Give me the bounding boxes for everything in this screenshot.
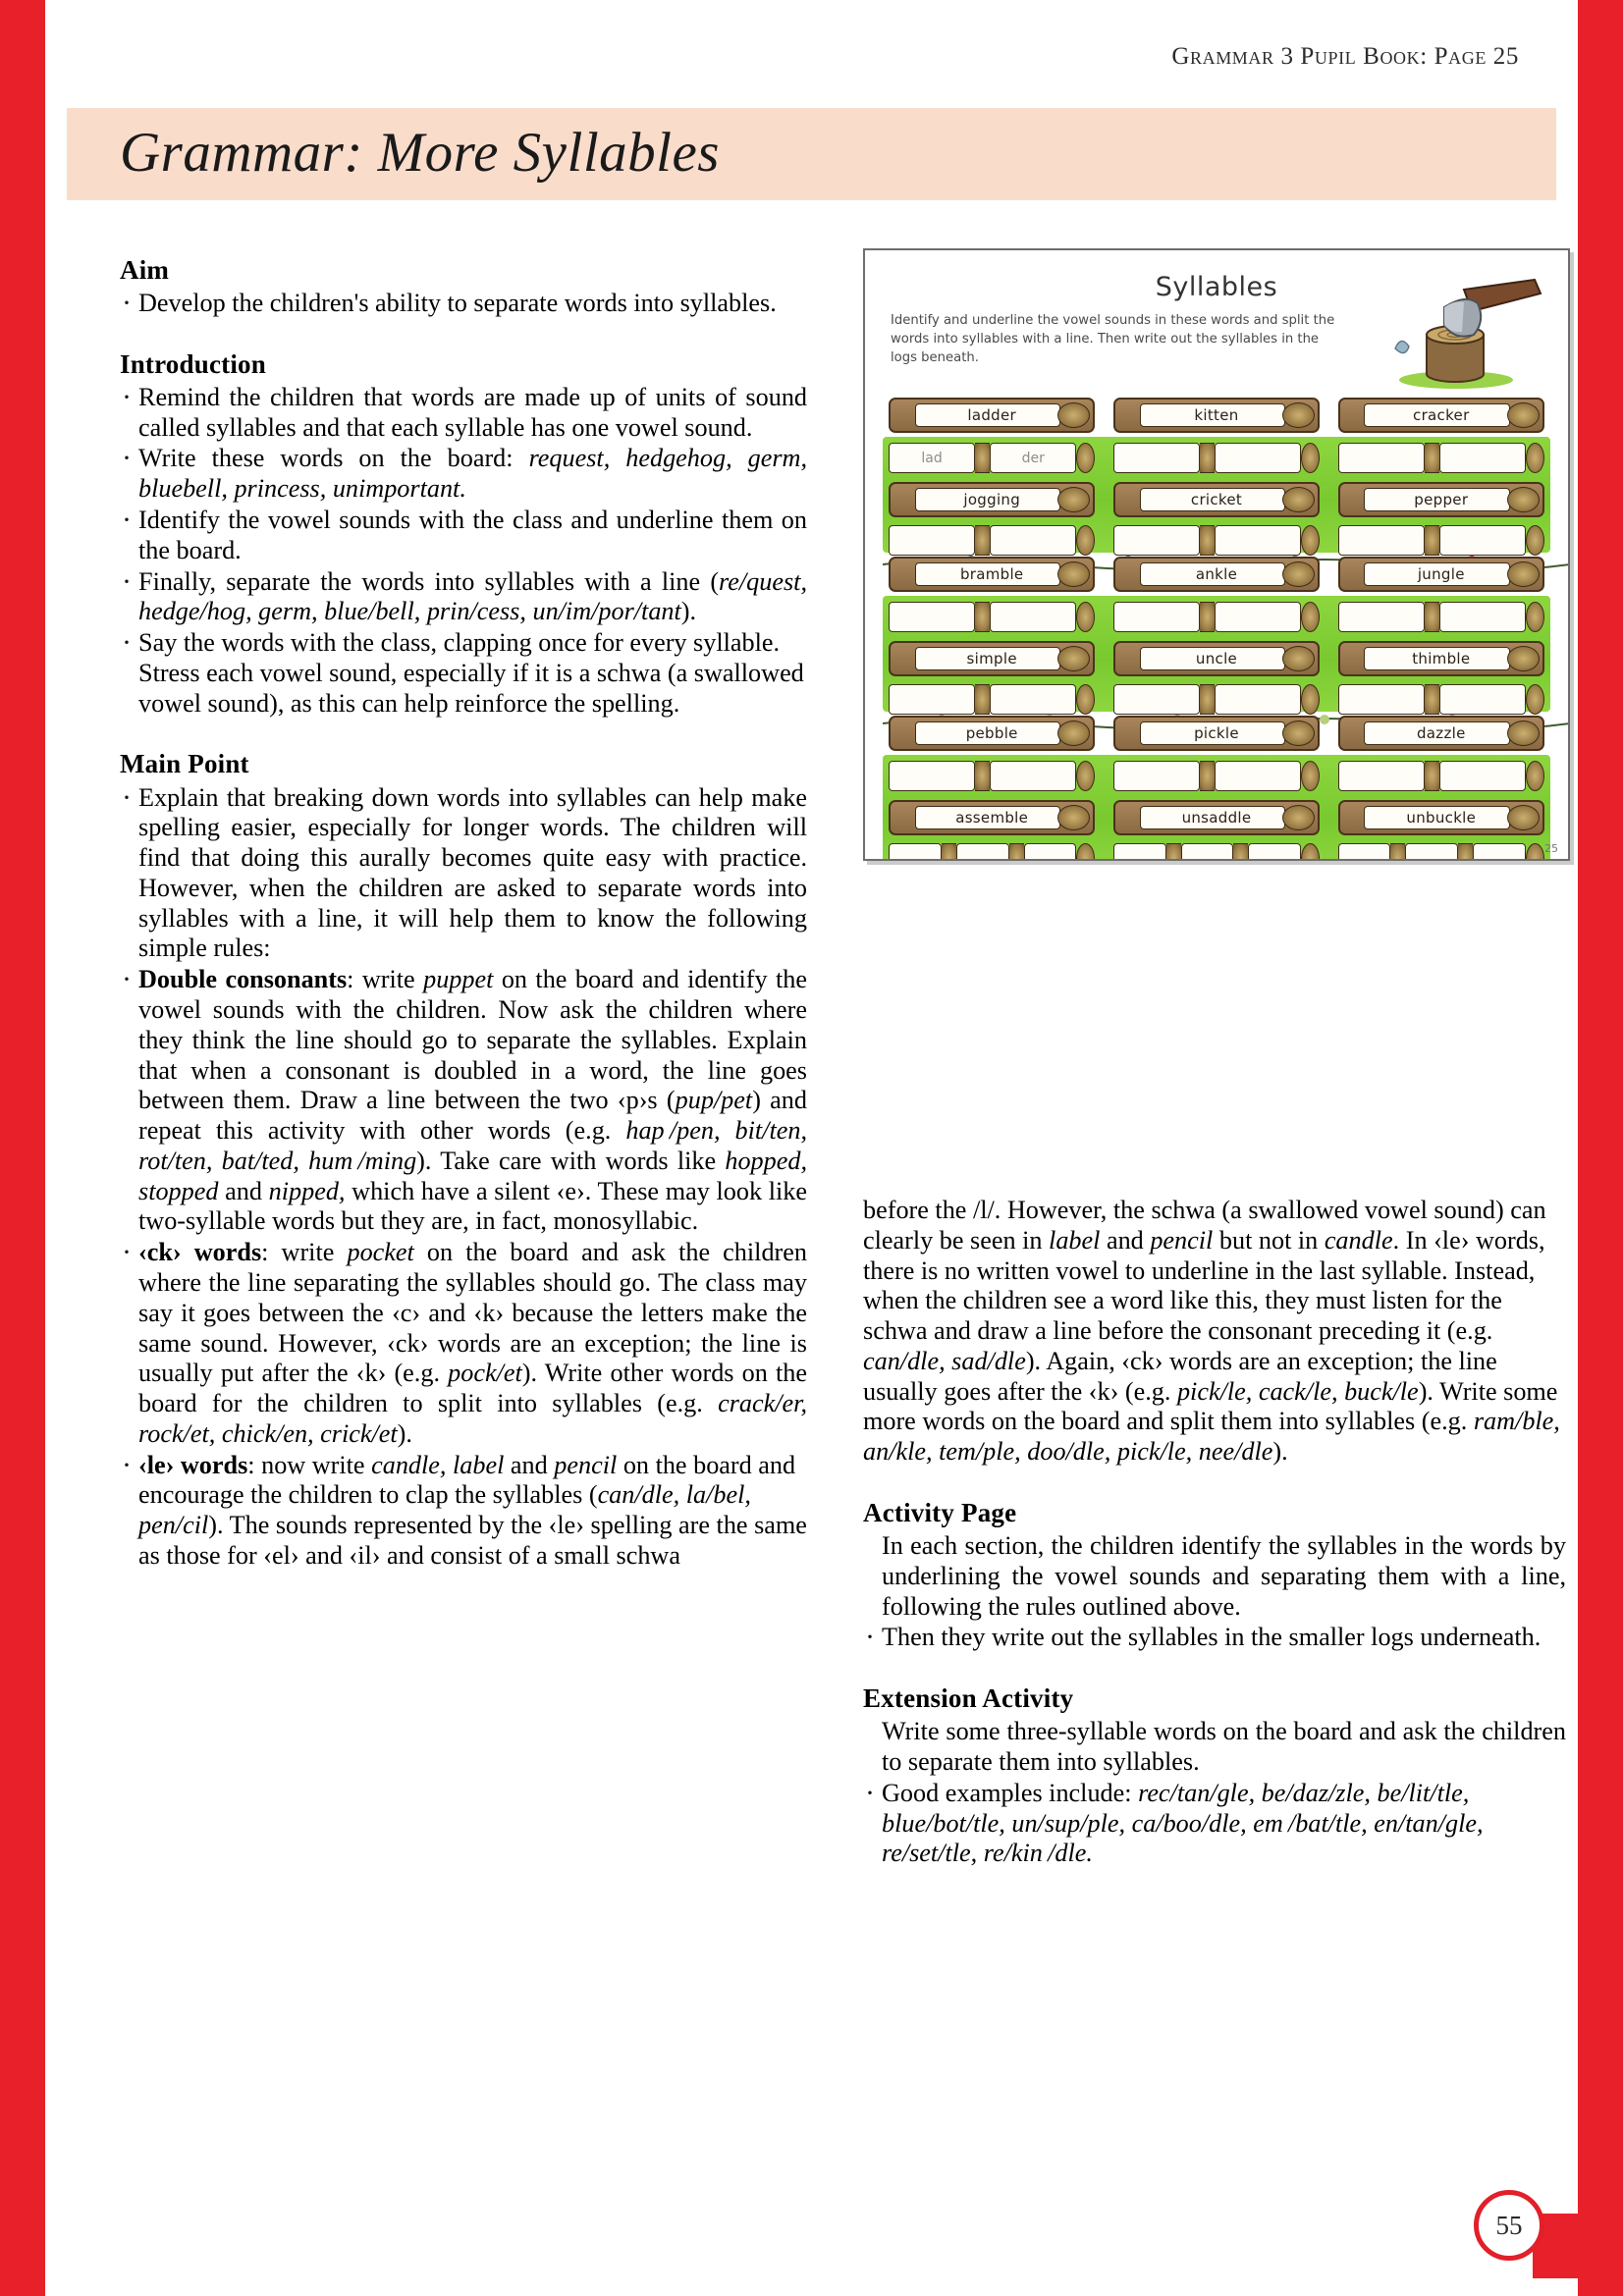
word-log-row xyxy=(875,398,1558,433)
word-log xyxy=(1338,557,1544,592)
answer-segment[interactable] xyxy=(889,684,975,715)
extension-activity-bullet-list xyxy=(863,1717,1566,1869)
answer-log-row-triple xyxy=(875,843,1558,861)
word-log-row xyxy=(875,557,1558,592)
log-cell xyxy=(1338,398,1544,433)
page-title: Grammar: More Syllables xyxy=(120,122,720,185)
log-word: ankle xyxy=(1195,565,1238,583)
answer-log[interactable] xyxy=(1113,843,1320,861)
word-log xyxy=(889,641,1095,676)
word-log xyxy=(1113,800,1320,835)
word-log xyxy=(889,800,1095,835)
word-log-row xyxy=(875,800,1558,835)
answer-segment[interactable] xyxy=(956,843,1009,861)
answer-log[interactable] xyxy=(889,684,1095,715)
log-word: simple xyxy=(966,650,1017,667)
answer-log[interactable] xyxy=(889,602,1095,632)
answer-log[interactable] xyxy=(1113,684,1320,715)
log-word: bramble xyxy=(959,565,1024,583)
word-log xyxy=(889,716,1095,751)
answer-segment[interactable] xyxy=(1113,761,1200,791)
answer-segment[interactable] xyxy=(1338,443,1425,473)
answer-segment[interactable] xyxy=(1439,602,1526,632)
page-number-badge: 55 xyxy=(1474,2190,1544,2261)
title-banner xyxy=(67,108,1556,200)
word-log xyxy=(1113,716,1320,751)
word-log-row xyxy=(875,641,1558,676)
log-cell xyxy=(1113,398,1320,433)
word-log-row xyxy=(875,716,1558,751)
activity-page-illustration xyxy=(863,248,1570,861)
heading-introduction: Introduction xyxy=(120,348,266,379)
heading-extension-activity: Extension Activity xyxy=(863,1683,1074,1714)
list-item: · Double consonants: write puppet on the board and identify the vowel sounds with the children. Now ask the children where they think the line should go to separate the syllables. Explain that when a consonant is doubled in a word, the line goes between them. Draw a line between the two ‹p›s (pup/pet) and repeat this activity with other words (e.g. hap /pen, bit/ten, rot/ten, bat/ted, hum /ming). Take care with words like hopped, stopped and nipped, which have a silent ‹e›. These may look like two-syllable words but they are, in fact, monosyllabic. xyxy=(120,965,807,1237)
word-log xyxy=(1338,482,1544,517)
answer-segment[interactable] xyxy=(1405,843,1458,861)
worksheet-section-1 xyxy=(875,398,1558,555)
list-item: · ‹le› words: now write candle, label and pencil on the board and encourage the children to clap the syllables (can/dle, la/bel, pen/cil). The sounds represented by the ‹le› spelling are the same as those for ‹el› and ‹il› and consist of a small schwa xyxy=(120,1451,807,1572)
answer-log[interactable] xyxy=(1338,525,1544,556)
list-item: · Then they write out the syllables in the smaller logs underneath. xyxy=(863,1623,1566,1653)
answer-log[interactable] xyxy=(889,761,1095,791)
answer-segment[interactable] xyxy=(889,843,942,861)
answer-log[interactable] xyxy=(1338,443,1544,473)
worksheet-section-2 xyxy=(875,557,1558,714)
log-word: kitten xyxy=(1194,406,1239,424)
answer-log-row xyxy=(875,525,1558,556)
log-word: jogging xyxy=(963,491,1021,508)
word-log xyxy=(1113,398,1320,433)
worksheet-page-number: 25 xyxy=(1544,842,1558,855)
answer-segment[interactable] xyxy=(1215,525,1301,556)
answer-segment[interactable] xyxy=(1473,843,1526,861)
log-word: ladder xyxy=(967,406,1016,424)
answer-segment[interactable] xyxy=(990,761,1076,791)
answer-segment[interactable] xyxy=(1113,602,1200,632)
paragraph-continuation: before the /l/. However, the schwa (a swallowed vowel sound) can clearly be seen in label and pencil but not in candle. In ‹le› words, there is no written vowel to underline in the last syllable. Instead, when the children see a word like this, they must listen for the schwa and draw a line before the consonant preceding it (e.g. can/dle, sad/dle). Again, ‹ck› words are an exception; the line usually goes after the ‹k› (e.g. pick/le, cack/le, buck/le). Write some more words on the board and split them into syllables (e.g. ram/ble, an/kle, tem/ple, doo/dle, pick/le, nee/dle). xyxy=(863,1196,1560,1467)
log-word: pebble xyxy=(965,724,1018,742)
answer-log-row xyxy=(875,443,1558,473)
answer-segment[interactable] xyxy=(1215,761,1301,791)
heading-main-point: Main Point xyxy=(120,749,249,779)
introduction-bullet-list xyxy=(120,383,807,720)
answer-log[interactable] xyxy=(889,843,1095,861)
answer-segment[interactable] xyxy=(1113,843,1166,861)
answer-segment[interactable] xyxy=(1439,684,1526,715)
axe-and-stump-icon xyxy=(1387,278,1544,391)
word-log xyxy=(1338,641,1544,676)
list-item: · Write these words on the board: request, hedgehog, germ, bluebell, princess, unimportant. xyxy=(120,444,807,505)
list-item: · Good examples include: rec/tan/gle, be/daz/zle, be/lit/tle, blue/bot/tle, un/sup/ple, ca/boo/dle, em /bat/tle, en/tan/gle, re/set/tle, re/kin /dle. xyxy=(863,1779,1566,1869)
answer-segment[interactable] xyxy=(1113,684,1200,715)
aim-bullet-list xyxy=(120,289,807,319)
log-word: unsaddle xyxy=(1181,809,1252,827)
answer-log-row xyxy=(875,684,1558,715)
activity-page-bullet-list xyxy=(863,1531,1566,1653)
log-word: unbuckle xyxy=(1406,809,1477,827)
answer-log[interactable] xyxy=(1113,761,1320,791)
word-log xyxy=(1338,398,1544,433)
answer-segment[interactable] xyxy=(1338,843,1391,861)
answer-log-row xyxy=(875,761,1558,791)
word-log xyxy=(889,557,1095,592)
list-item: · Finally, separate the words into syllables with a line (re/quest, hedge/hog, germ, blue/bell, prin/cess, un/im/por/tant). xyxy=(120,567,807,628)
answer-log[interactable] xyxy=(1113,443,1320,473)
worksheet-instructions: Identify and underline the vowel sounds in these words and split the words into syllables with a line. Then write out the syllables in the logs beneath. xyxy=(891,313,1335,366)
right-text-column xyxy=(863,1196,1566,1870)
right-red-edge-bar xyxy=(1578,0,1623,2296)
log-word: pickle xyxy=(1194,724,1239,742)
answer-segment[interactable] xyxy=(1024,843,1077,861)
answer-segment[interactable] xyxy=(990,684,1076,715)
log-cell xyxy=(889,398,1095,433)
answer-segment[interactable]: der xyxy=(990,443,1076,473)
answer-log[interactable] xyxy=(889,443,1095,473)
log-word: dazzle xyxy=(1416,724,1466,742)
answer-log-row xyxy=(875,602,1558,632)
answer-segment[interactable] xyxy=(1248,843,1301,861)
answer-segment[interactable] xyxy=(1215,443,1301,473)
answer-segment[interactable] xyxy=(1439,443,1526,473)
list-item: · Identify the vowel sounds with the class and underline them on the board. xyxy=(120,506,807,566)
running-head: Grammar 3 Pupil Book: Page 25 xyxy=(1171,43,1519,70)
answer-segment[interactable] xyxy=(889,761,975,791)
left-red-edge-bar xyxy=(0,0,45,2296)
heading-activity-page: Activity Page xyxy=(863,1498,1017,1528)
word-log xyxy=(1113,557,1320,592)
word-log xyxy=(889,482,1095,517)
answer-log[interactable] xyxy=(1338,602,1544,632)
log-word: uncle xyxy=(1195,650,1238,667)
word-log xyxy=(1113,482,1320,517)
word-log xyxy=(1338,800,1544,835)
log-word: thimble xyxy=(1412,650,1471,667)
answer-log[interactable] xyxy=(1338,684,1544,715)
log-word: assemble xyxy=(955,809,1029,827)
answer-segment[interactable]: lad xyxy=(889,443,975,473)
word-log-row xyxy=(875,482,1558,517)
worksheet-title: Syllables xyxy=(1155,272,1278,302)
answer-log[interactable] xyxy=(1338,843,1544,861)
log-word: cricket xyxy=(1190,491,1243,508)
answer-segment[interactable] xyxy=(1338,761,1425,791)
page-sheet xyxy=(45,0,1578,2296)
list-item: · Develop the children's ability to separate words into syllables. xyxy=(120,289,807,319)
answer-log[interactable] xyxy=(1113,525,1320,556)
worksheet-section-3 xyxy=(875,716,1558,861)
answer-segment[interactable] xyxy=(889,602,975,632)
main-point-bullet-list xyxy=(120,783,807,1572)
answer-segment[interactable] xyxy=(889,525,975,556)
list-item: · Say the words with the class, clapping once for every syllable. Stress each vowel sound, especially if it is a schwa (a swallowed vowel sound), as this can help reinforce the spelling. xyxy=(120,628,807,719)
word-log xyxy=(1113,641,1320,676)
answer-segment[interactable] xyxy=(990,525,1076,556)
heading-aim: Aim xyxy=(120,255,170,285)
word-log xyxy=(1338,716,1544,751)
list-item: Write some three-syllable words on the board and ask the children to separate them into syllables. xyxy=(882,1717,1566,1777)
answer-segment[interactable] xyxy=(1338,525,1425,556)
answer-log[interactable] xyxy=(1338,761,1544,791)
answer-segment[interactable] xyxy=(1338,602,1425,632)
answer-segment[interactable] xyxy=(1338,684,1425,715)
list-item: In each section, the children identify the syllables in the words by underlining the vowel sounds and separating them with a line, following the rules outlined above. xyxy=(882,1531,1566,1621)
answer-log[interactable] xyxy=(889,525,1095,556)
answer-segment[interactable] xyxy=(1215,684,1301,715)
answer-segment[interactable] xyxy=(990,602,1076,632)
word-log xyxy=(889,398,1095,433)
answer-segment[interactable] xyxy=(1113,443,1200,473)
answer-segment[interactable] xyxy=(1439,525,1526,556)
log-word: cracker xyxy=(1413,406,1470,424)
answer-segment[interactable] xyxy=(1439,761,1526,791)
answer-log[interactable] xyxy=(1113,602,1320,632)
answer-segment[interactable] xyxy=(1113,525,1200,556)
list-item: · Remind the children that words are made up of units of sound called syllables and that each syllable has one vowel sound. xyxy=(120,383,807,444)
log-word: pepper xyxy=(1414,491,1469,508)
list-item: · ‹ck› words: write pocket on the board and ask the children where the line separating the syllables should go. The class may say it goes between the ‹c› and ‹k› because the letters make the same sound. However, ‹ck› words are an exception; the line is usually put after the ‹k› (e.g. pock/et). Write other words on the board for the children to split into syllables (e.g. crack/er, rock/et, chick/en, crick/et). xyxy=(120,1238,807,1449)
answer-segment[interactable] xyxy=(1215,602,1301,632)
list-item: · Explain that breaking down words into syllables can help make spelling easier, especially for longer words. The children will find that doing this aurally becomes quite easy with practice. However, when the children are asked to separate words into syllables with a line, it will help them to know the following simple rules: xyxy=(120,783,807,965)
answer-segment[interactable] xyxy=(1181,843,1234,861)
log-word: jungle xyxy=(1417,565,1465,583)
left-text-column xyxy=(120,255,807,1573)
main-point-continuation-list xyxy=(863,1196,1566,1468)
